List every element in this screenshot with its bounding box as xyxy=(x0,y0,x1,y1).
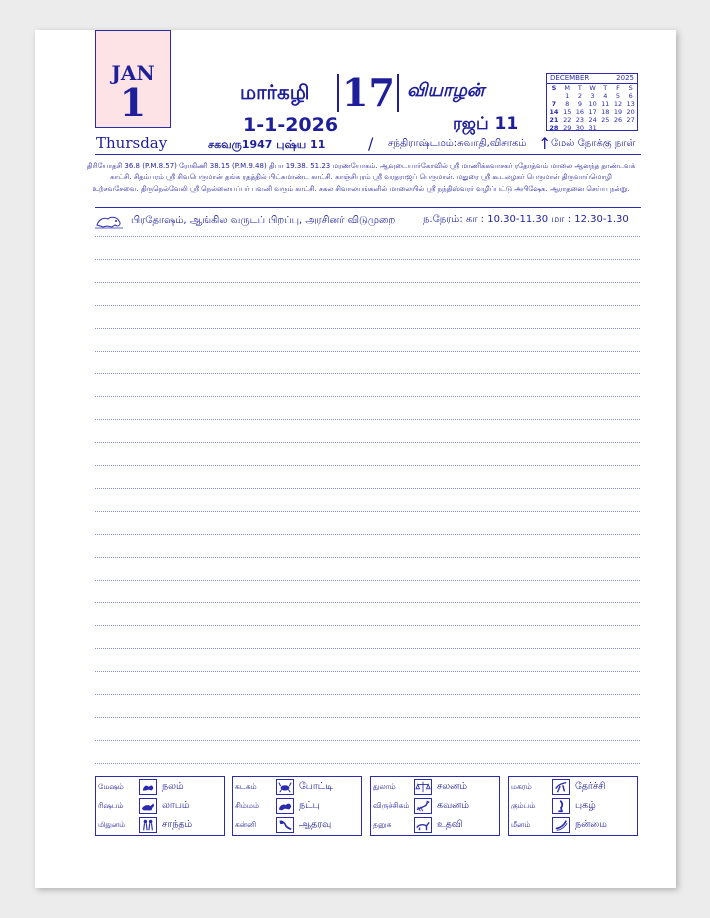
writing-line xyxy=(95,396,640,397)
weekday-label: F xyxy=(616,84,620,92)
writing-line xyxy=(95,465,640,466)
rasi-prediction: ஆதரவு xyxy=(299,818,332,830)
rasi-row xyxy=(371,777,499,796)
day-cell: 20 xyxy=(626,108,635,116)
rasi-row xyxy=(233,815,361,834)
day-cell: 9 xyxy=(577,100,582,108)
day-cell: 5 xyxy=(615,92,621,100)
day-cell: 24 xyxy=(588,116,597,124)
day-cell: 1 xyxy=(565,92,570,100)
divider-bar xyxy=(397,74,399,112)
rasi-row xyxy=(96,796,224,815)
writing-line xyxy=(95,373,640,374)
day-cell: 13 xyxy=(626,100,635,108)
writing-line xyxy=(95,419,640,420)
rasi-sign: மகரம் xyxy=(511,781,532,791)
date-box xyxy=(95,30,171,128)
mini-calendar-week xyxy=(547,124,637,132)
writing-line xyxy=(95,602,640,603)
writing-line xyxy=(95,328,640,329)
english-day: 1 xyxy=(119,80,147,125)
day-cell: 28 xyxy=(549,124,559,132)
writing-line xyxy=(95,305,640,306)
rasi-prediction: கவனம் xyxy=(437,799,470,811)
writing-line xyxy=(95,351,640,352)
scorpio-icon xyxy=(414,798,432,814)
writing-line xyxy=(95,740,640,741)
separator-slash: / xyxy=(368,134,374,153)
day-cell: 22 xyxy=(563,116,572,124)
libra-icon xyxy=(414,779,432,795)
gregorian-date: 1-1-2026 xyxy=(243,114,339,136)
rasi-prediction: லாபம் xyxy=(162,799,190,811)
rasi-row xyxy=(233,777,361,796)
day-cell: 12 xyxy=(613,100,623,108)
rasi-row xyxy=(509,777,637,796)
sagittarius-icon xyxy=(414,817,432,833)
day-cell: 3 xyxy=(590,92,595,100)
capricorn-icon xyxy=(552,779,570,795)
day-cell xyxy=(547,92,561,100)
day-cell: 2 xyxy=(577,92,582,100)
rasi-row xyxy=(96,815,224,834)
rasi-prediction: நன்மை xyxy=(575,818,607,830)
day-cell: 29 xyxy=(563,124,572,132)
rasi-prediction: உதவி xyxy=(437,818,463,830)
tamil-month: மார்கழி xyxy=(240,80,310,104)
pisces-icon xyxy=(552,817,570,833)
divider-bar xyxy=(337,74,339,112)
rasi-box xyxy=(95,776,225,836)
writing-line xyxy=(95,534,640,535)
cancer-icon xyxy=(276,779,294,795)
writing-line xyxy=(95,625,640,626)
writing-line xyxy=(95,580,640,581)
note-line: உற்சவசேவை. திருநெல்வேலி ஸ்ரீ நெல்லையப்பர் பவனி வரும் காட்சி. சகல சிவாலயங்களில் மாலையில் ஸ்ரீ நந்திஸ்வரர் வழிப்பட்டு அபிஷேக. ஆராதனை செய்ய நன்று. xyxy=(92,184,630,193)
writing-line xyxy=(95,648,640,649)
day-notes xyxy=(83,161,639,195)
rasi-sign: கன்னி xyxy=(235,819,257,829)
writing-line xyxy=(95,442,640,443)
rasi-prediction: போட்டி xyxy=(299,780,333,792)
rasi-prediction: தேர்ச்சி xyxy=(575,780,606,792)
mini-calendar-week xyxy=(547,108,637,116)
day-cell: 30 xyxy=(575,124,585,132)
rasi-row xyxy=(371,815,499,834)
day-cell: 11 xyxy=(601,100,610,108)
writing-line xyxy=(95,694,640,695)
weekday-label: S xyxy=(551,84,557,92)
day-cell: 31 xyxy=(588,124,597,132)
mini-calendar-weekdays xyxy=(547,84,637,92)
aquarius-icon xyxy=(552,798,570,814)
tamil-day: 17 xyxy=(342,70,395,115)
note-line: காட்சி. சிதம்பரம் ஸ்ரீ சிவபெருமான் தங்க ரதத்தில் பிட்சுமாண்ட காட்சி. காஞ்சிபுரம் ஸ்ரீ வரதராஜப் பெருமாள். மதுரை ஸ்ரீ கூடலழகர் பெருமாள் திருவாய்மொழி xyxy=(110,173,612,182)
day-cell xyxy=(624,124,637,132)
rasi-row xyxy=(233,796,361,815)
mini-calendar-week xyxy=(547,92,637,100)
festival-text: பிரதோஷம், ஆங்கில வருடப் பிறப்பு, அரசினர் விடுமுறை xyxy=(131,215,396,226)
weekday-label: T xyxy=(603,84,608,92)
rasi-sign: கும்பம் xyxy=(511,800,536,810)
day-cell: 6 xyxy=(628,92,633,100)
writing-line xyxy=(95,236,640,237)
divider-line xyxy=(95,207,641,208)
taurus-icon xyxy=(139,798,157,814)
day-cell: 27 xyxy=(626,116,635,124)
rasi-prediction: நலம் xyxy=(162,780,184,792)
rasi-row xyxy=(96,777,224,796)
up-arrow-icon: ↑ xyxy=(538,134,552,153)
mini-calendar-year: 2025 xyxy=(616,74,634,82)
rasi-box xyxy=(370,776,500,836)
hijri-date: ரஜப் 11 xyxy=(453,114,519,134)
rasi-row xyxy=(371,796,499,815)
rasi-sign: ரிஷபம் xyxy=(98,800,124,810)
aries-icon xyxy=(139,779,157,795)
rasi-sign: மேஷம் xyxy=(98,781,124,791)
day-cell: 18 xyxy=(601,108,610,116)
writing-line xyxy=(95,717,640,718)
day-cell: 4 xyxy=(603,92,608,100)
day-cell: 25 xyxy=(601,116,610,124)
calendar-page xyxy=(35,30,676,888)
writing-line xyxy=(95,763,640,764)
rasi-row xyxy=(509,796,637,815)
nokku-naal: மேல் நோக்கு நாள் xyxy=(551,138,636,149)
rasi-prediction: நட்பு xyxy=(299,799,320,811)
rasi-sign: கடகம் xyxy=(235,781,257,791)
writing-line xyxy=(95,511,640,512)
nalla-neram-times: ந.நேரம்: கா : 10.30-11.30 மா : 12.30-1.30 xyxy=(423,214,629,225)
leo-icon xyxy=(276,798,294,814)
saka-date: சகவரு1947 புஷ்ய 11 xyxy=(208,138,326,151)
day-cell: 10 xyxy=(588,100,597,108)
rasi-prediction: சலனம் xyxy=(437,780,468,792)
day-cell: 7 xyxy=(551,100,557,108)
day-cell: 17 xyxy=(588,108,597,116)
tamil-weekday: வியாழன் xyxy=(407,80,485,101)
writing-line xyxy=(95,557,640,558)
writing-line xyxy=(95,259,640,260)
rasi-sign: துலாம் xyxy=(373,781,396,791)
rasi-sign: விருச்சிகம் xyxy=(373,800,410,810)
weekday-label: S xyxy=(628,84,633,92)
virgo-icon xyxy=(276,817,294,833)
mini-calendar-week xyxy=(547,100,637,108)
weekday-label: M xyxy=(564,84,570,92)
divider-line xyxy=(95,154,641,155)
rasi-prediction: புகழ் xyxy=(575,799,596,811)
day-cell xyxy=(599,124,612,132)
mini-calendar-month: DECEMBER xyxy=(550,74,590,82)
mini-calendar-week xyxy=(547,116,637,124)
rasi-box xyxy=(508,776,638,836)
english-weekday: Thursday xyxy=(96,134,168,152)
weekday-label: W xyxy=(589,84,596,92)
chandrashtamam: சந்திராஷ்டமம்:சுவாதி,விசாகம் xyxy=(388,138,527,149)
rasi-sign: மிதுனம் xyxy=(98,819,126,829)
rasi-sign: தனுசு xyxy=(373,819,392,829)
writing-line xyxy=(95,488,640,489)
rasi-sign: சிம்மம் xyxy=(235,800,259,810)
lion-emblem-icon xyxy=(95,213,123,229)
day-cell: 23 xyxy=(575,116,585,124)
writing-line xyxy=(95,282,640,283)
weekday-label: T xyxy=(577,84,582,92)
day-cell: 15 xyxy=(563,108,572,116)
rasi-sign: மீனம் xyxy=(511,819,531,829)
day-cell xyxy=(612,124,625,132)
day-cell: 26 xyxy=(613,116,623,124)
day-cell: 21 xyxy=(549,116,559,124)
rasi-box xyxy=(232,776,362,836)
gemini-icon xyxy=(139,817,157,833)
day-cell: 19 xyxy=(613,108,623,116)
rasi-prediction: சாந்தம் xyxy=(162,818,193,830)
day-cell: 8 xyxy=(565,100,570,108)
mini-calendar xyxy=(546,73,638,131)
rasi-row xyxy=(509,815,637,834)
day-cell: 14 xyxy=(549,108,559,116)
day-cell: 16 xyxy=(575,108,585,116)
note-line: திரியோதசி 36.8 (P.M.8.57) ரோகிணி 38.15 (P.M.9.48) திபா 19.38. 51.23 மரணயோகம். ஆவுடையார்கோவில் ஸ்ரீ மாணிக்கவாசகர் ரதோத்வம் மாலை ஆனந்த தாண்டவக் xyxy=(86,162,636,170)
english-month: JAN xyxy=(111,61,155,85)
writing-line xyxy=(95,671,640,672)
